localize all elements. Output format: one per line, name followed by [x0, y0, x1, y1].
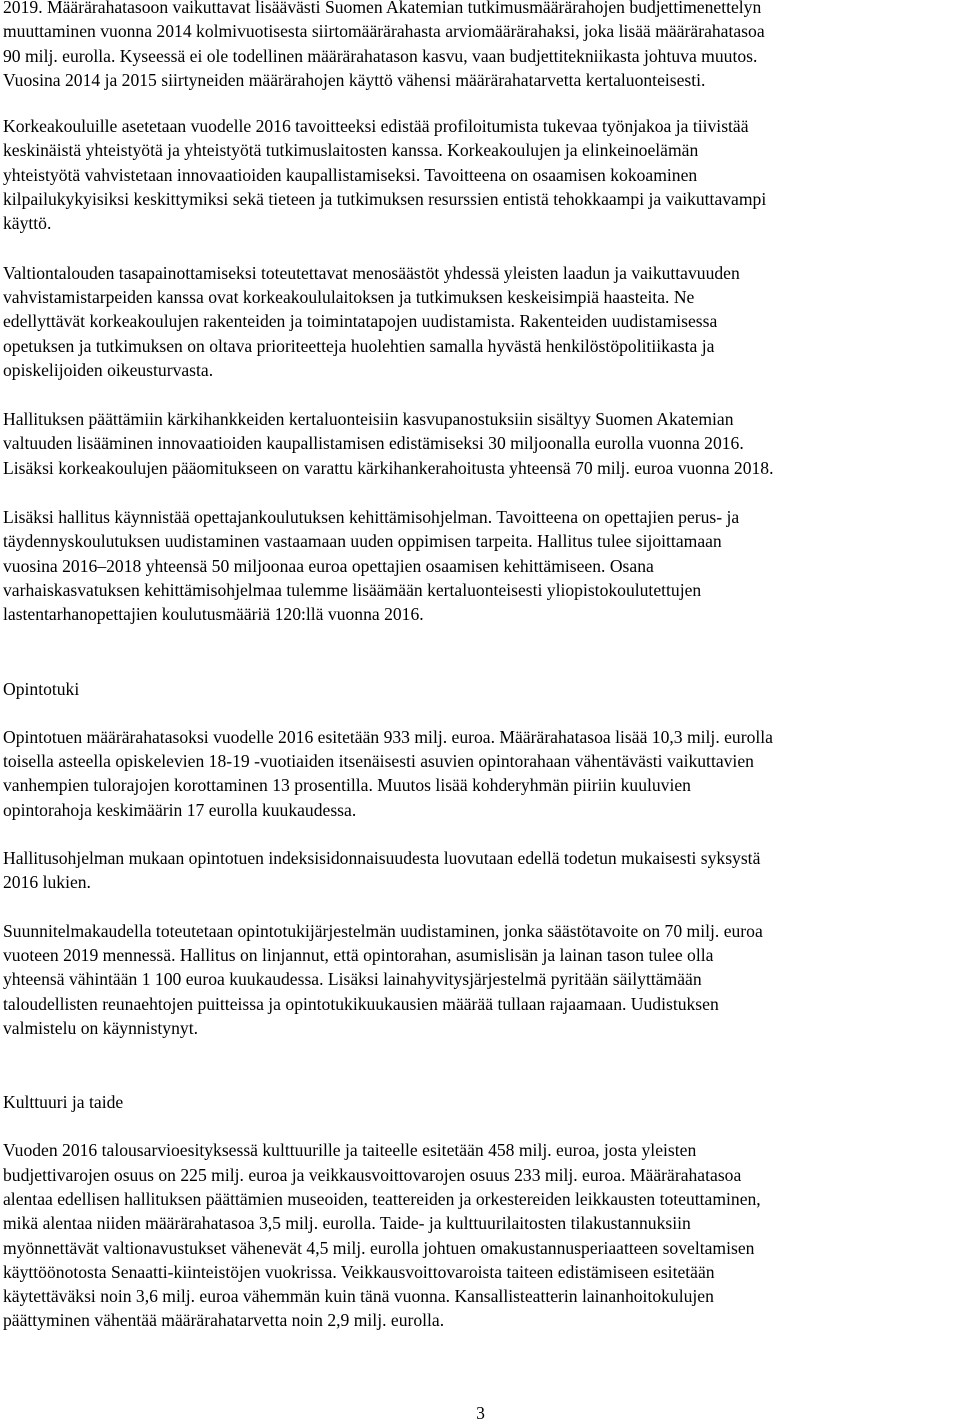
text-line: Vuoden 2016 talousarvioesityksessä kulttuurille ja taiteelle esitetään 458 milj. euroa, josta yleisten [3, 1140, 697, 1161]
text-line: opetuksen ja tutkimuksen on oltava prioriteetteja huolehtien samalla hyvästä henkilöstöpolitiikasta ja [3, 335, 715, 356]
text-line: yhteistyötä vahvistetaan innovaatioiden kaupallistamiseksi. Tavoitteena on osaamisen kokoaminen [3, 164, 698, 185]
text-line: varhaiskasvatuksen kehittämisohjelmaa tulemme lisäämään kertaluonteisesti yliopistokoulutettujen [3, 579, 702, 600]
text-line: 2016 lukien. [3, 872, 91, 893]
text-line: taloudellisten reunaehtojen puitteissa ja opintotukikuukausien määrää tullaan rajaamaan. Uudistuksen [3, 993, 719, 1014]
text-line: Valtiontalouden tasapainottamiseksi toteutettavat menosäästöt yhdessä yleisten laadun ja vaikuttavuuden [3, 262, 740, 283]
text-line: Hallituksen päättämiin kärkihankkeiden kertaluonteisiin kasvupanostuksiin sisältyy Suomen Akatemian [3, 409, 734, 430]
text-line: edellyttävät korkeakoulujen rakenteiden ja toimintatapojen uudistamista. Rakenteiden uudistamisessa [3, 311, 718, 332]
text-line: myönnettävät valtionavustukset vähenevät 4,5 milj. eurolla johtuen omakustannusperiaatteen soveltamisen [3, 1237, 755, 1258]
text-line: Vuosina 2014 ja 2015 siirtyneiden määrärahojen käyttö vähensi määrärahatarvetta kertaluonteisesti. [3, 69, 706, 90]
paragraph-karkihankkeet [3, 407, 958, 480]
paragraph-opintotukijarjestelma [3, 919, 958, 1040]
text-line: kilpailukykyisiksi keskittymiksi sekä tieteen ja tutkimuksen resurssien entistä tehokkaampi ja vaikuttavampi [3, 189, 767, 210]
text-line: Suunnitelmakaudella toteutetaan opintotukijärjestelmän uudistaminen, jonka säästötavoite on 70 milj. euroa [3, 920, 763, 941]
text-line: lastentarhanopettajien koulutusmääriä 120:llä vuonna 2016. [3, 604, 424, 625]
page-number: 3 [476, 1403, 485, 1423]
paragraph-korkeakoulut-goals [3, 114, 958, 235]
text-line: alentaa edellisen hallituksen päättämien museoiden, teattereiden ja orkestereiden leikkausten toteuttaminen, [3, 1188, 761, 1209]
text-line: täydennyskoulutuksen uudistaminen vastaamaan uuden oppimisen tarpeita. Hallitus tulee sijoittamaan [3, 531, 722, 552]
text-line: vuosina 2016–2018 yhteensä 50 miljoonaa euroa opettajien osaamisen kehittämiseen. Osana [3, 555, 654, 576]
paragraph-akatemia-budget [3, 0, 958, 92]
document-page [3, 0, 958, 1425]
text-line: opintorahoja keskimäärin 17 eurolla kuukaudessa. [3, 799, 357, 820]
paragraph-menosaastot [3, 261, 958, 382]
text-line: vuoteen 2019 mennessä. Hallitus on linjannut, että opintorahan, asumislisän ja lainan tason tulee olla [3, 944, 714, 965]
paragraph-opintotuki-budget [3, 725, 958, 822]
text-line: keskinäistä yhteistyötä ja yhteistyötä tutkimuslaitosten kanssa. Korkeakoulujen ja elinkeinoelämän [3, 140, 699, 161]
text-line: 90 milj. eurolla. Kyseessä ei ole todellinen määrärahatason kasvu, vaan budjettitekniikasta johtuva muutos. [3, 45, 758, 66]
text-line: käyttö. [3, 213, 52, 234]
paragraph-kulttuuri-budget [3, 1138, 958, 1332]
text-line: vahvistamistarpeiden kanssa ovat korkeakoululaitoksen ja tutkimuksen keskeisimpiä haasteita. Ne [3, 286, 695, 307]
text-line: valtuuden lisääminen innovaatioiden kaupallistamisen edistämiseksi 30 miljoonalla eurolla vuonna 2016. [3, 433, 744, 454]
paragraph-opettajankoulutus [3, 505, 958, 626]
section-heading-kulttuuri: Kulttuuri ja taide [3, 1092, 124, 1113]
text-line: yhteensä vähintään 1 100 euroa kuukaudessa. Lisäksi lainahyvitysjärjestelmä pyritään säilyttämään [3, 969, 702, 990]
text-line: toisella asteella opiskelevien 18-19 -vuotiaiden itsenäisesti asuvien opintorahaan vähentävästi vaikuttavien [3, 751, 754, 772]
text-line: valmistelu on käynnistynyt. [3, 1017, 198, 1038]
text-line: vanhempien tulorajojen korottaminen 13 prosentilla. Muutos lisää kohderyhmän piiriin kuuluvien [3, 775, 691, 796]
text-line: Lisäksi korkeakoulujen pääomitukseen on varattu kärkihankerahoitusta yhteensä 70 milj. euroa vuonna 2018. [3, 457, 774, 478]
text-line: käyttöönotosta Senaatti-kiinteistöjen vuokrissa. Veikkausvoittovaroista taiteen edistämiseen esitetään [3, 1261, 715, 1282]
text-line: käytettäväksi noin 3,6 milj. euroa vähemmän kuin tänä vuonna. Kansallisteatterin lainanhoitokulujen [3, 1286, 714, 1307]
paragraph-indeksisidonnaisuus [3, 846, 958, 895]
text-line: 2019. Määrärahatasoon vaikuttavat lisäävästi Suomen Akatemian tutkimusmäärärahojen budjettimenettelyn [3, 0, 762, 17]
section-heading-opintotuki: Opintotuki [3, 678, 80, 699]
text-line: Hallitusohjelman mukaan opintotuen indeksisidonnaisuudesta luovutaan edellä todetun mukaisesti syksystä [3, 848, 761, 869]
text-line: päättyminen vähentää määrärahatarvetta noin 2,9 milj. eurolla. [3, 1310, 445, 1331]
text-line: budjettivarojen osuus on 225 milj. euroa ja veikkausvoittovarojen osuus 233 milj. euroa. Määrärahatasoa [3, 1164, 742, 1185]
text-line: Opintotuen määrärahatasoksi vuodelle 2016 esitetään 933 milj. euroa. Määrärahatasoa lisää 10,3 milj. eurolla [3, 726, 773, 747]
text-line: Korkeakouluille asetetaan vuodelle 2016 tavoitteeksi edistää profiloitumista tukevaa työnjakoa ja tiivistää [3, 116, 749, 137]
text-line: mikä alentaa niiden määrärahatasoa 3,5 milj. eurolla. Taide- ja kulttuurilaitosten tilakustannuksiin [3, 1213, 691, 1234]
text-line: Lisäksi hallitus käynnistää opettajankoulutuksen kehittämisohjelman. Tavoitteena on opettajien perus- ja [3, 507, 740, 528]
text-line: muuttaminen vuonna 2014 kolmivuotisesta siirtomäärärahasta arviomäärärahaksi, joka lisää määrärahatasoa [3, 21, 765, 42]
text-line: opiskelijoiden oikeusturvasta. [3, 359, 214, 380]
